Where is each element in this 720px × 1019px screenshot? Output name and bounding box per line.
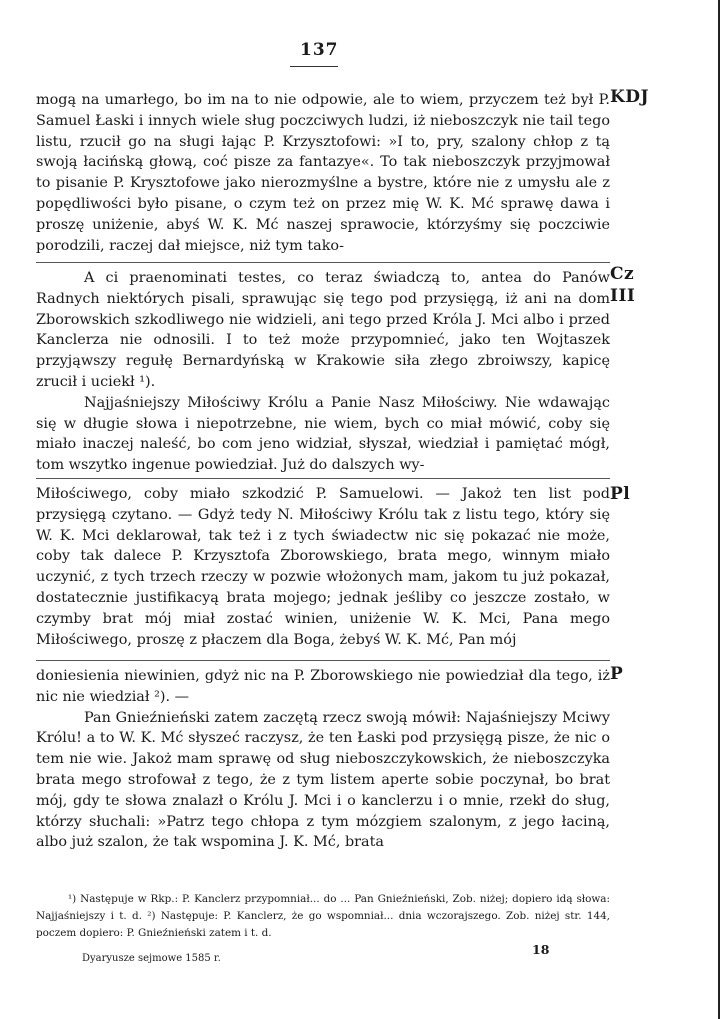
paragraph-2: A ci praenominati testes, co teraz świadczą to, antea do Panów Radnych niektórych pisali, sprawując się tego pod przysięgą, iż ani na dom Zborowskich szkodliwego nie widzieli, ani tego przed Króla J. Mci albo i przed Kanclerza nie odnosili. I to też może przypomnieć, jako ten Wojtaszek przyjąwszy regułę Bernardyńską w Krakowie siła złego zbroiwszy, kapicę zrucił i uciekł ¹).	[36, 270, 610, 390]
margin-note: III	[610, 286, 636, 306]
sheet-number: 18	[532, 942, 550, 957]
paragraph-1: mogą na umarłego, bo im na to nie odpowie, ale to wiem, przyczem też był P. Samuel Łaski i innych wiele sług poczciwych ludzi, iż nieboszczyk nie tail tego listu, rzucił go na sługi łając P. Krzysztofowi: »I to, pry, szalony chłop z tą swoją łacińską głową, coć pisze za fantazye«. To tak nieboszczyk przyjmował to pisanie P. Krysztofowe jako nierozmyślne a bystre, które nie z umysłu ale z popędliwości było pisane, o czym też on przez mię W. K. Mć sprawę dawa i proszę uniżenie, abyś W. K. Mć naszej sprawocie, którzyśmy się poczciwie porodzili, raczej dał miejsce, niż tym tako-	[36, 92, 610, 254]
page-number: 137	[300, 40, 339, 60]
margin-note: P	[610, 664, 624, 684]
column-separator	[36, 660, 610, 661]
text-block-4	[36, 666, 610, 853]
footnotes	[36, 891, 610, 942]
column-separator	[36, 262, 610, 263]
column-separator	[36, 478, 610, 479]
paragraph-5: doniesienia niewinien, gdyż nic na P. Zborowskiego nie powiedział dla tego, iż nic nie wiedział ²). —	[36, 668, 610, 705]
footnote: ¹) Następuje w Rkp.: P. Kanclerz przypomniał... do ... Pan Gnieźnieński, Zob. niżej; dopiero idą słowa: Najjaśniejszy i t. d. ²) Następuje: P. Kanclerz, że go wspomniał... dnia wczorajszego. Zob. niżej str. 144, poczem dopiero: P. Gnieźnieński zatem i t. d.	[36, 893, 610, 939]
margin-note: Pl	[610, 484, 631, 504]
paragraph-6: Pan Gnieźnieński zatem zaczętą rzecz swoją mówił: Najaśniejszy Mciwy Królu! a to W. K. Mć słyszeć raczysz, że ten Łaski pod przysięgą pisze, że nic o tem nie wie. Jakoż mam sprawę od sług nieboszczykowskich, że nieboszczyka brata mego strofował z tego, że z tym listem aperte sobie poczynał, bo brat mój, gdy te słowa znalazł o Królu J. Mci i o kanclerzu i o mnie, rzekł do sług, którzy słuchali: »Patrz tego chłopa z tym mózgiem szalonym, z jego łaciną, albo już szalon, że tak wspomina J. K. Mć, brata	[36, 709, 610, 851]
text-block-2	[36, 268, 610, 476]
page-number-rule	[290, 66, 338, 67]
margin-note: Cz	[610, 264, 635, 284]
paragraph-3: Najjaśniejszy Miłościwy Królu a Panie Nasz Miłościwy. Nie wdawając się w długie słowa i niepotrzebne, nie wiem, bych co miał mówić, coby się miało inaczej naleść, bo com jeno widział, słyszał, wiedział i pamiętać mógł, tom wszytko ingenue powiedział. Już do dalszych wy-	[36, 394, 610, 474]
paragraph-4: Miłościwego, coby miało szkodzić P. Samuelowi. — Jakoż ten list pod przysięgą czytano. — Gdyż tedy N. Miłościwy Królu tak z listu tego, który się W. K. Mci deklarował, tak też i z tych świadectw nic się pokazać nie może, coby tak dalece P. Krzysztofa Zborowskiego, brata mego, winnym miało uczynić, z tych trzech rzeczy w pozwie włożonych mam, jakom tu już pokazał, dostatecznie justifikacyą brata mojego; jednak jeśliby co jeszcze zostało, w czymby brat mój miał zostać winien, uniżenie W. K. Mci, Pana mego Miłościwego, proszę z płaczem dla Boga, żebyś W. K. Mć, Pan mój	[36, 486, 610, 648]
margin-note: KDJ	[610, 87, 650, 107]
text-block-3	[36, 484, 610, 650]
text-block-1	[36, 90, 610, 256]
print-signature: Dyaryusze sejmowe 1585 r.	[82, 953, 221, 964]
